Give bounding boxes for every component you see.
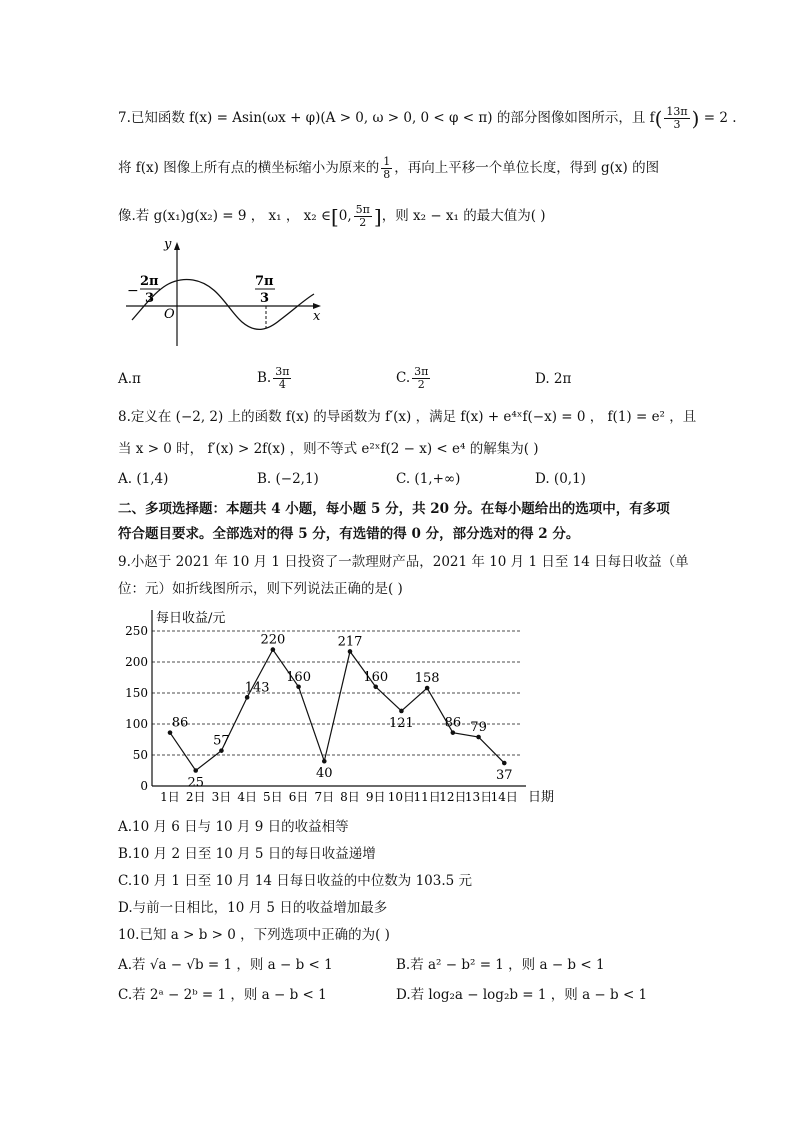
data-point	[296, 685, 301, 690]
q7-option-a: A.π	[118, 371, 141, 387]
data-point	[219, 748, 224, 753]
data-label: 57	[213, 733, 230, 749]
data-point	[373, 685, 378, 690]
left-label-minus: −	[127, 283, 139, 299]
data-label: 25	[187, 775, 204, 791]
x-tick-label: 12日	[439, 790, 467, 804]
data-point	[425, 686, 430, 691]
q7-line1-text: 7.已知函数 f(x) = Asin(ωx + φ)(A > 0, ω > 0, 0 < φ < π) 的部分图像如图所示，且 f	[118, 110, 655, 126]
x-tick-label: 1日	[160, 790, 180, 804]
q7-line3-text-b: ，则 x₂ − x₁ 的最大值为( )	[381, 208, 546, 224]
x-tick-label: 6日	[288, 790, 309, 804]
q7-line1: 7.已知函数 f(x) = Asin(ωx + φ)(A > 0, ω > 0, 0 < φ < π) 的部分图像如图所示，且 f( $\frac{13\pi}{3}$ ) = 2 .	[118, 105, 737, 131]
q9-option-c: C.10 月 1 日至 10 月 14 日每日收益的中位数为 103.5 元	[118, 873, 473, 889]
q7-line3: 像.若 g(x₁)g(x₂) = 9 ， x₁ ， x₂ ∈[0, $\frac{5\pi}{2}$ ]，则 x₂ − x₁ 的最大值为( )	[118, 203, 546, 229]
section2-line1: 二、多项选择题：本题共 4 小题，每小题 5 分，共 20 分。在每小题给出的选项中，有多项	[118, 501, 670, 517]
q7-line1-fraction: $\frac{13\pi}{3}$	[666, 105, 688, 131]
y-axis-label: y	[164, 238, 172, 252]
q7-line3-fraction: $\frac{5\pi}{2}$	[355, 203, 370, 229]
x-tick-label: 5日	[263, 790, 283, 804]
q8-option-b: B. (−2,1)	[257, 471, 319, 487]
left-label-denominator: 3	[145, 291, 155, 306]
data-point	[168, 730, 173, 735]
q9-option-a: A.10 月 6 日与 10 月 9 日的收益相等	[118, 819, 349, 835]
x-tick-label: 8日	[340, 790, 360, 804]
q7-option-c: C. $\frac{3\pi}{2}$	[396, 365, 429, 391]
data-label: 86	[171, 715, 189, 731]
q10-option-a: A.若 √a − √b = 1 ，则 a − b < 1	[118, 957, 333, 973]
x-axis-label: x	[313, 309, 321, 324]
data-point	[476, 735, 481, 740]
data-label: 121	[389, 715, 414, 731]
data-point	[322, 759, 327, 764]
y-axis-title: 每日收益/元	[156, 611, 226, 626]
y-tick-label: 50	[132, 748, 148, 762]
data-point	[193, 768, 198, 773]
x-axis-title: 日期	[528, 790, 555, 805]
y-tick-label: 150	[125, 686, 148, 700]
q9-line1: 9.小赵于 2021 年 10 月 1 日投资了一款理财产品，2021 年 10 月 1 日至 14 日每日收益（单	[118, 554, 689, 570]
q7-line2-text-a: 将 f(x) 图像上所有点的横坐标缩小为原来的	[118, 160, 380, 176]
x-tick-label: 14日	[490, 790, 518, 804]
q10-option-b: B.若 a² − b² = 1 ，则 a − b < 1	[396, 957, 605, 973]
x-tick-label: 11日	[413, 790, 441, 804]
data-point	[245, 695, 250, 700]
section2-line2: 符合题目要求。全部选对的得 5 分，有选错的得 0 分，部分选对的得 2 分。	[118, 526, 580, 542]
x-tick-label: 4日	[237, 790, 257, 804]
q7-line3-text-a: 像.若 g(x₁)g(x₂) = 9 ， x₁ ， x₂ ∈	[118, 208, 331, 224]
data-point	[348, 649, 353, 654]
data-point	[451, 730, 456, 735]
x-tick-label: 10日	[387, 790, 416, 804]
origin-label: O	[164, 307, 175, 322]
data-point	[271, 647, 276, 652]
data-label: 217	[337, 634, 363, 650]
q10-option-d: D.若 log₂a − log₂b = 1 ，则 a − b < 1	[396, 987, 648, 1003]
q8-option-d: D. (0,1)	[535, 471, 586, 487]
x-tick-label: 9日	[365, 790, 386, 804]
q8-line1: 8.定义在 (−2, 2) 上的函数 f(x) 的导函数为 f′(x) ，满足 f(x) + e⁴ˣf(−x) = 0 ， f(1) = e² ，且	[118, 409, 697, 425]
y-tick-label: 250	[125, 624, 148, 638]
y-tick-label: 100	[125, 717, 148, 731]
q7-option-d: D. 2π	[535, 371, 572, 387]
x-tick-label: 7日	[314, 790, 335, 804]
q10-line1: 10.已知 a > b > 0 ，下列选项中正确的为( )	[118, 927, 390, 943]
data-label: 40	[316, 766, 333, 782]
data-label: 86	[444, 715, 462, 731]
q9-line-chart	[118, 606, 558, 811]
q7-line1-tail: = 2 .	[703, 110, 737, 126]
q7-line2-text-b: ，再向上平移一个单位长度，得到 g(x) 的图	[394, 160, 660, 176]
data-label: 220	[260, 632, 286, 648]
q8-option-c: C. (1,+∞)	[396, 471, 461, 487]
data-label: 158	[414, 671, 440, 687]
q7-sine-graph	[118, 238, 333, 350]
q9-option-d: D.与前一日相比，10 月 5 日的收益增加最多	[118, 900, 388, 916]
sine-curve	[132, 279, 314, 329]
data-label: 160	[363, 669, 389, 685]
q7-option-b: B. $\frac{3\pi}{4}$	[257, 365, 290, 391]
q7-line2	[118, 156, 659, 181]
q10-option-c: C.若 2ᵃ − 2ᵇ = 1 ，则 a − b < 1	[118, 987, 327, 1003]
x-tick-label: 3日	[211, 790, 232, 804]
data-label: 37	[496, 768, 513, 784]
left-label-numerator: 2π	[140, 274, 159, 289]
data-point	[502, 761, 507, 766]
y-axis-arrow-icon	[174, 242, 180, 250]
data-label: 79	[470, 720, 487, 736]
y-tick-label: 0	[140, 779, 148, 793]
right-label-denominator: 3	[260, 291, 270, 306]
data-point	[399, 709, 404, 714]
x-tick-label: 2日	[185, 790, 206, 804]
q9-line2: 位：元）如折线图所示，则下列说法正确的是( )	[118, 581, 403, 597]
q9-option-b: B.10 月 2 日至 10 月 5 日的每日收益递增	[118, 846, 376, 862]
q7-line2-fraction: $\frac{1}{8}$	[383, 155, 391, 181]
q8-option-a: A. (1,4)	[118, 471, 169, 487]
data-label: 143	[244, 680, 270, 696]
right-label-numerator: 7π	[255, 274, 274, 289]
q8-line2: 当 x > 0 时， f′(x) > 2f(x) ，则不等式 e²ˣf(2 − x) < e⁴ 的解集为( )	[118, 441, 539, 457]
q7-interval-left: 0,	[338, 208, 352, 224]
y-tick-label: 200	[125, 655, 148, 669]
x-tick-label: 13日	[464, 790, 493, 804]
data-label: 160	[286, 669, 311, 685]
